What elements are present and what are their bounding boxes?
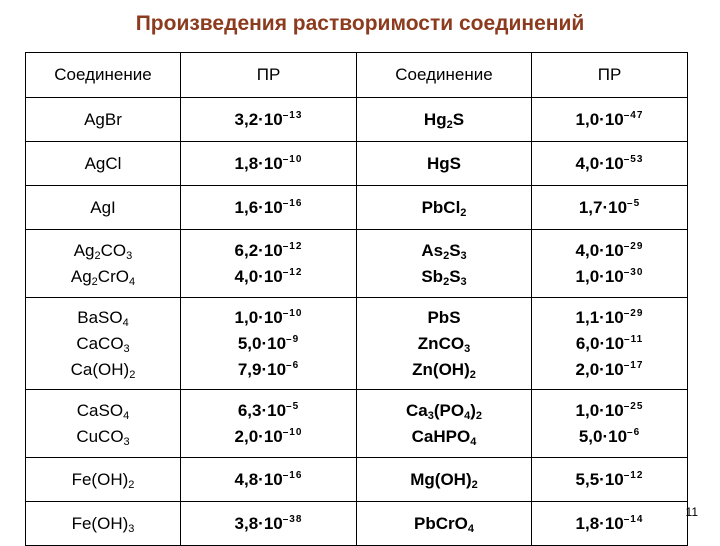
ksp-cell-right <box>532 390 688 458</box>
compound-cell-right <box>357 502 532 546</box>
text-segment: 4,0·10 <box>575 240 624 260</box>
header-ksp-2: ПР <box>532 53 688 98</box>
text-segment: Ca(OH) <box>70 359 130 379</box>
ksp-cell-left <box>181 390 357 458</box>
superscript: –12 <box>623 469 644 481</box>
cell-line <box>181 195 356 221</box>
text-segment: Hg <box>426 153 450 173</box>
text-segment: Cl <box>105 153 122 173</box>
superscript: –16 <box>282 469 303 481</box>
text-segment: Sb <box>421 266 444 286</box>
superscript: –6 <box>627 426 641 438</box>
table-row <box>26 458 688 502</box>
text-segment: 1,0·10 <box>575 400 624 420</box>
cell-line <box>26 398 180 424</box>
superscript: –12 <box>282 266 303 278</box>
text-segment: 3,2·10 <box>234 109 283 129</box>
compound-cell-left <box>26 458 181 502</box>
subscript: 3 <box>123 435 130 448</box>
superscript: –30 <box>623 266 644 278</box>
text-segment: Br <box>104 109 122 129</box>
superscript: –11 <box>624 333 644 345</box>
subscript: 3 <box>427 409 434 422</box>
cell-line <box>532 151 687 177</box>
superscript: –10 <box>282 153 303 165</box>
text-segment: Ag <box>70 266 92 286</box>
text-segment: Cr <box>97 266 116 286</box>
cell-line <box>532 264 687 290</box>
text-segment: Pb <box>414 513 436 533</box>
cell-line <box>181 331 356 357</box>
subscript: 2 <box>460 206 467 219</box>
text-segment: 4,0·10 <box>575 153 624 173</box>
superscript: –29 <box>623 240 644 252</box>
cell-line <box>26 305 180 331</box>
subscript: 3 <box>123 342 130 355</box>
text-segment: S <box>452 109 465 129</box>
compound-cell-left <box>26 186 181 230</box>
text-segment: Ba <box>77 307 99 327</box>
text-segment: Ca <box>76 400 99 420</box>
cell-line <box>26 357 180 383</box>
cell-line <box>357 305 531 331</box>
cell-line <box>532 467 687 493</box>
subscript: 3 <box>126 249 133 262</box>
compound-cell-left <box>26 142 181 186</box>
compound-cell-left <box>26 298 181 390</box>
header-compound-2: Соединение <box>357 53 532 98</box>
compound-cell-right <box>357 298 532 390</box>
cell-line <box>26 238 180 264</box>
table-row <box>26 502 688 546</box>
text-segment: HPO <box>433 426 471 446</box>
subscript: 2 <box>475 409 482 422</box>
text-segment: 7,9·10 <box>237 359 287 379</box>
text-segment: Fe(OH) <box>71 469 129 489</box>
cell-line <box>357 264 531 290</box>
table-row <box>26 390 688 458</box>
cell-line <box>532 107 687 133</box>
text-segment: S <box>449 266 461 286</box>
cell-line <box>181 424 356 450</box>
text-segment: Pb <box>421 197 444 217</box>
subscript: 3 <box>460 249 467 262</box>
ksp-cell-right <box>532 142 688 186</box>
cell-line <box>181 264 356 290</box>
solubility-table-container <box>25 52 687 546</box>
text-segment: Fe(OH) <box>71 513 129 533</box>
cell-line <box>357 238 531 264</box>
text-segment: Zn(OH) <box>412 359 470 379</box>
compound-cell-right <box>357 186 532 230</box>
text-segment: Cu <box>76 426 99 446</box>
text-segment: Ag <box>84 109 105 129</box>
subscript: 4 <box>123 409 130 422</box>
text-segment: 1,7·10 <box>578 197 628 217</box>
compound-cell-left <box>26 502 181 546</box>
cell-line <box>357 511 531 537</box>
cell-line <box>26 467 180 493</box>
ksp-cell-left <box>181 98 357 142</box>
superscript: –14 <box>623 513 644 525</box>
text-segment: 1,0·10 <box>575 266 624 286</box>
cell-line <box>357 357 531 383</box>
text-segment: 2,0·10 <box>575 359 624 379</box>
cell-line <box>181 357 356 383</box>
cell-line <box>181 467 356 493</box>
table-row <box>26 98 688 142</box>
text-segment: S <box>449 153 461 173</box>
solubility-product-table <box>25 52 688 546</box>
superscript: –10 <box>282 307 303 319</box>
text-segment: O <box>115 266 129 286</box>
text-segment: 2,0·10 <box>234 426 283 446</box>
text-segment: Mg(OH) <box>410 469 472 489</box>
table-row <box>26 298 688 390</box>
text-segment: Cl <box>443 197 461 217</box>
subscript: 2 <box>128 478 135 491</box>
text-segment: CO <box>98 426 124 446</box>
compound-cell-right <box>357 98 532 142</box>
subscript: 2 <box>91 275 98 288</box>
superscript: –53 <box>623 153 644 165</box>
text-segment: 6,0·10 <box>575 333 625 353</box>
superscript: –6 <box>286 359 300 371</box>
superscript: –5 <box>286 400 300 412</box>
text-segment: S <box>449 240 461 260</box>
subscript: 3 <box>460 275 467 288</box>
cell-line <box>181 238 356 264</box>
text-segment: ) <box>470 400 476 420</box>
cell-line <box>357 398 531 424</box>
superscript: –13 <box>282 109 303 121</box>
text-segment: 1,1·10 <box>575 307 624 327</box>
cell-line <box>26 151 180 177</box>
text-segment: (PO <box>433 400 465 420</box>
superscript: –17 <box>623 359 644 371</box>
cell-line <box>532 331 687 357</box>
superscript: –16 <box>282 197 303 209</box>
text-segment: As <box>421 240 444 260</box>
compound-cell-right <box>357 390 532 458</box>
superscript: –12 <box>282 240 303 252</box>
subscript: 3 <box>464 342 471 355</box>
cell-line <box>26 264 180 290</box>
text-segment: SO <box>98 400 124 420</box>
subscript: 4 <box>464 409 471 422</box>
text-segment: 1,6·10 <box>234 197 283 217</box>
cell-line <box>181 305 356 331</box>
cell-line <box>181 151 356 177</box>
text-segment: 5,0·10 <box>237 333 287 353</box>
table-body <box>26 98 688 546</box>
cell-line <box>357 151 531 177</box>
cell-line <box>26 195 180 221</box>
cell-line <box>357 331 531 357</box>
superscript: –25 <box>623 400 644 412</box>
superscript: –29 <box>623 307 644 319</box>
text-segment: S <box>449 307 461 327</box>
text-segment: Pb <box>427 307 450 327</box>
ksp-cell-left <box>181 458 357 502</box>
text-segment: Ag <box>84 153 106 173</box>
ksp-cell-right <box>532 186 688 230</box>
superscript: –5 <box>627 197 641 209</box>
table-row <box>26 230 688 298</box>
cell-line <box>181 398 356 424</box>
subscript: 4 <box>122 316 129 329</box>
text-segment: Ag <box>90 197 112 217</box>
text-segment: 1,0·10 <box>575 109 624 129</box>
ksp-cell-left <box>181 186 357 230</box>
text-segment: O <box>454 513 468 533</box>
cell-line <box>532 238 687 264</box>
cell-line <box>26 331 180 357</box>
text-segment: Ca <box>411 426 434 446</box>
compound-cell-right <box>357 142 532 186</box>
cell-line <box>26 107 180 133</box>
text-segment: SO <box>98 307 123 327</box>
text-segment: 5,0·10 <box>578 426 628 446</box>
subscript: 4 <box>128 275 136 288</box>
text-segment: CO <box>100 240 127 260</box>
ksp-cell-left <box>181 502 357 546</box>
cell-line <box>26 511 180 537</box>
ksp-cell-right <box>532 502 688 546</box>
cell-line <box>357 195 531 221</box>
subscript: 4 <box>470 435 477 448</box>
superscript: –10 <box>282 426 303 438</box>
cell-line <box>181 511 356 537</box>
subscript: 2 <box>469 368 476 381</box>
cell-line <box>26 424 180 450</box>
cell-line <box>532 398 687 424</box>
table-row <box>26 186 688 230</box>
compound-cell-left <box>26 98 181 142</box>
text-segment: I <box>111 197 116 217</box>
subscript: 2 <box>446 118 453 131</box>
subscript: 3 <box>128 522 135 535</box>
text-segment: CO <box>438 333 465 353</box>
text-segment: 3,8·10 <box>234 513 283 533</box>
superscript: –9 <box>286 333 300 345</box>
compound-cell-right <box>357 458 532 502</box>
cell-line <box>357 467 531 493</box>
cell-line <box>357 107 531 133</box>
cell-line <box>532 195 687 221</box>
text-segment: Ca <box>405 400 428 420</box>
table-row <box>26 142 688 186</box>
slide-title: Произведения растворимости соединений <box>135 12 585 35</box>
cell-line <box>532 424 687 450</box>
text-segment: Zn <box>417 333 439 353</box>
page-number: 11 <box>685 505 698 519</box>
cell-line <box>357 424 531 450</box>
text-segment: 1,0·10 <box>234 307 283 327</box>
superscript: –47 <box>623 109 644 121</box>
ksp-cell-right <box>532 458 688 502</box>
ksp-cell-left <box>181 142 357 186</box>
ksp-cell-left <box>181 298 357 390</box>
text-segment: 6,3·10 <box>237 400 287 420</box>
text-segment: 4,8·10 <box>234 469 283 489</box>
text-segment: 1,8·10 <box>575 513 624 533</box>
subscript: 2 <box>94 249 101 262</box>
ksp-cell-right <box>532 298 688 390</box>
subscript: 2 <box>443 275 450 288</box>
ksp-cell-right <box>532 98 688 142</box>
text-segment: Cr <box>435 513 455 533</box>
compound-cell-right <box>357 230 532 298</box>
cell-line <box>181 107 356 133</box>
text-segment: Ag <box>73 240 95 260</box>
subscript: 4 <box>467 522 474 535</box>
text-segment: CO <box>98 333 124 353</box>
header-ksp-1: ПР <box>181 53 357 98</box>
text-segment: 1,8·10 <box>234 153 283 173</box>
compound-cell-left <box>26 390 181 458</box>
subscript: 2 <box>443 249 450 262</box>
header-compound-1: Соединение <box>26 53 181 98</box>
text-segment: Ca <box>76 333 99 353</box>
text-segment: 6,2·10 <box>234 240 283 260</box>
text-segment: Hg <box>423 109 447 129</box>
subscript: 2 <box>129 368 136 381</box>
cell-line <box>532 305 687 331</box>
ksp-cell-left <box>181 230 357 298</box>
cell-line <box>532 511 687 537</box>
superscript: –38 <box>282 513 303 525</box>
ksp-cell-right <box>532 230 688 298</box>
text-segment: 5,5·10 <box>575 469 624 489</box>
compound-cell-left <box>26 230 181 298</box>
text-segment: 4,0·10 <box>234 266 283 286</box>
cell-line <box>532 357 687 383</box>
table-header-row <box>26 53 688 98</box>
subscript: 2 <box>471 478 478 491</box>
